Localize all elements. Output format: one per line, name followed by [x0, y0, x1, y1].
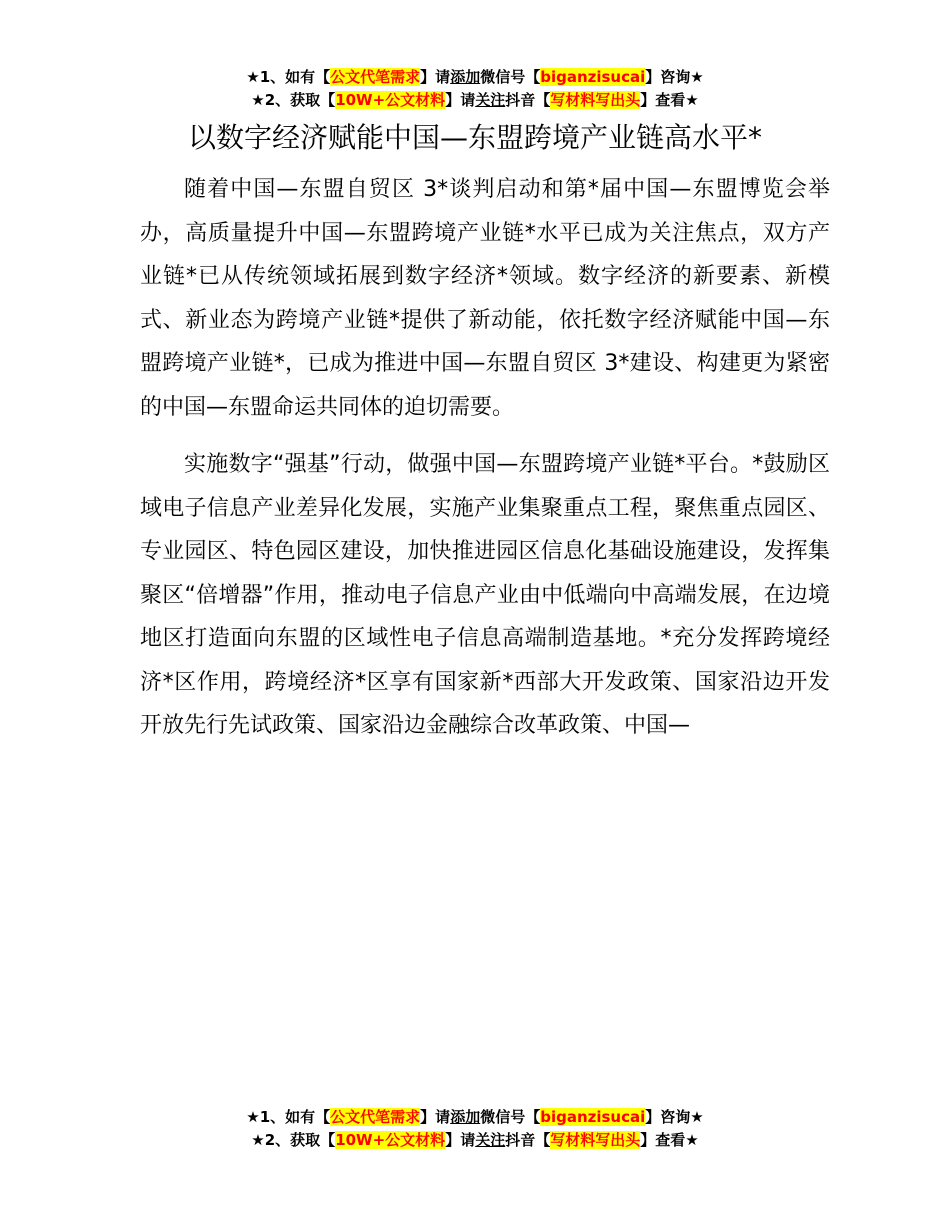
footer-banner — [0, 1106, 950, 1152]
banner-highlight: 公文代笔需求 — [330, 1108, 421, 1126]
banner-highlight: 10W+公文材料 — [335, 1131, 446, 1149]
banner-highlight: biganzisucai — [540, 68, 646, 86]
banner-line-2: ★2、获取【10W+公文材料】请关注抖音【写材料写出头】查看★ — [251, 1131, 699, 1149]
banner-line-2: ★2、获取【10W+公文材料】请关注抖音【写材料写出头】查看★ — [251, 91, 699, 109]
banner-highlight: 公文代笔需求 — [330, 68, 421, 86]
banner-highlight: biganzisucai — [540, 1108, 646, 1126]
paragraph: 实施数字“强基”行动，做强中国—东盟跨境产业链*平台。*鼓励区域电子信息产业差异化发展，实施产业集聚重点工程，聚焦重点园区、专业园区、特色园区建设，加快推进园区信息化基础设施建设，发挥集聚区“倍增器”作用，推动电子信息产业由中低端向中高端发展，在边境地区打造面向东盟的区域性电子信息高端制造基地。*充分发挥跨境经济*区作用，跨境经济*区享有国家新*西部大开发政策、国家沿边开发开放先行先试政策、国家沿边金融综合改革政策、中国— — [140, 452, 830, 738]
header-banner — [0, 66, 950, 112]
document-title: 以数字经济赋能中国—东盟跨境产业链高水平* — [187, 121, 762, 154]
banner-line-1: ★1、如有【公文代笔需求】请添加微信号【biganzisucai】咨询★ — [246, 1108, 704, 1126]
banner-highlight: 写材料写出头 — [550, 1131, 641, 1149]
banner-highlight: 写材料写出头 — [550, 91, 641, 109]
banner-line-1: ★1、如有【公文代笔需求】请添加微信号【biganzisucai】咨询★ — [246, 68, 704, 86]
document-body — [140, 168, 830, 762]
banner-highlight: 10W+公文材料 — [335, 91, 446, 109]
paragraph: 随着中国—东盟自贸区 3*谈判启动和第*届中国—东盟博览会举办，高质量提升中国—东盟跨境产业链*水平已成为关注焦点，双方产业链*已从传统领域拓展到数字经济*领域。数字经济的新要素、新模式、新业态为跨境产业链*提供了新动能，依托数字经济赋能中国—东盟跨境产业链*，已成为推进中国—东盟自贸区 3*建设、构建更为紧密的中国—东盟命运共同体的迫切需要。 — [140, 177, 830, 420]
